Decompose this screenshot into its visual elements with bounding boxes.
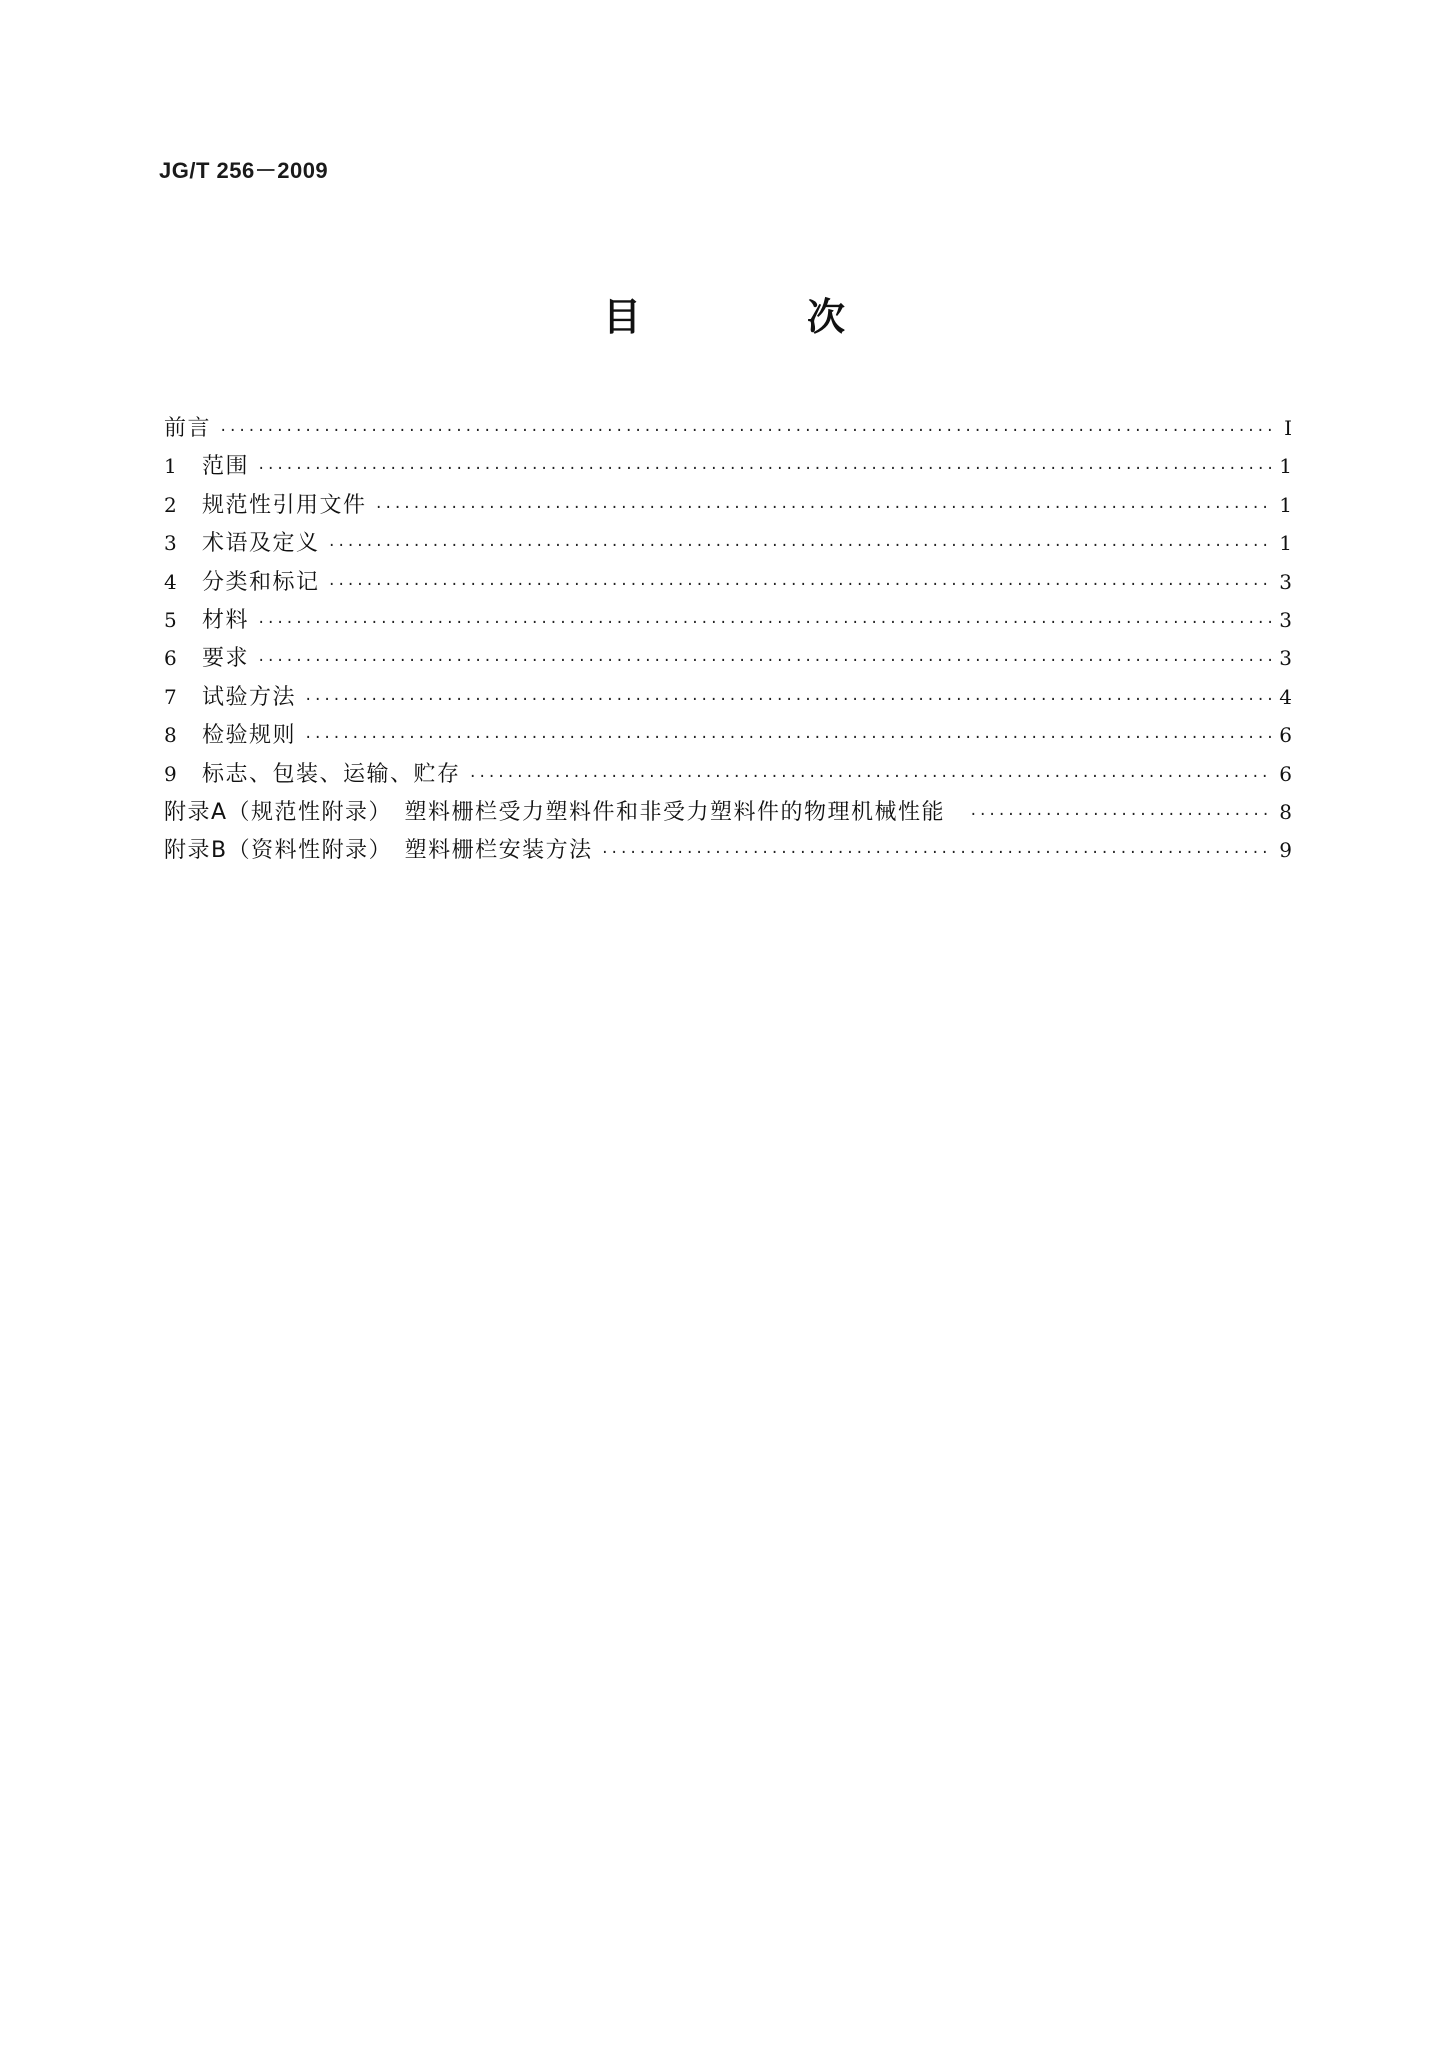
- toc-leader-dots: [257, 604, 1271, 642]
- toc-entry-title: 附录B（资料性附录） 塑料栅栏安装方法: [164, 838, 593, 864]
- toc-entry-number: 4: [164, 569, 177, 594]
- toc-entry-page: 6: [1279, 723, 1292, 748]
- toc-entry-8[interactable]: [164, 716, 1292, 754]
- toc-entry-page: 6: [1279, 761, 1292, 786]
- toc-leader-dots: [328, 566, 1272, 604]
- toc-entry-7[interactable]: [164, 678, 1292, 716]
- toc-entry-6[interactable]: [164, 639, 1292, 677]
- page-title: 目 次: [602, 295, 909, 339]
- toc-leader-dots: [304, 681, 1271, 719]
- toc-leader-dots: [969, 796, 1271, 834]
- toc-entry-page: 8: [1279, 799, 1292, 824]
- toc-entry-title: 前言: [164, 416, 212, 441]
- toc-entry-title: 术语及定义: [202, 531, 320, 557]
- toc-leader-dots: [257, 450, 1271, 488]
- toc-entry-number: 3: [164, 531, 177, 556]
- toc-entry-page: 4: [1279, 684, 1292, 709]
- toc-entry-2[interactable]: [164, 486, 1292, 524]
- toc-entry-number: 7: [164, 684, 177, 709]
- toc-entry-number: 9: [164, 761, 177, 786]
- toc-entry-title: 检验规则: [202, 723, 297, 749]
- toc-entry-page: 3: [1279, 646, 1292, 671]
- toc-entry-appendix-a[interactable]: [164, 793, 1292, 831]
- toc-entry-page: 1: [1279, 492, 1292, 517]
- toc-entry-number: 6: [164, 646, 177, 671]
- toc-entry-9[interactable]: [164, 755, 1292, 793]
- toc-leader-dots: [328, 527, 1272, 565]
- toc-entry-page: 3: [1279, 607, 1292, 632]
- toc-entry-number: 8: [164, 723, 177, 748]
- toc-entry-title: 范围: [202, 454, 250, 480]
- toc-entry-title: 规范性引用文件: [202, 492, 367, 518]
- toc-entry-title: 标志、包装、运输、贮存: [202, 761, 461, 787]
- toc-leader-dots: [601, 834, 1272, 872]
- toc-leader-dots: [304, 719, 1271, 757]
- table-of-contents: [164, 409, 1292, 870]
- toc-entry-title: 分类和标记: [202, 569, 320, 595]
- toc-entry-page: 1: [1279, 531, 1292, 556]
- toc-entry-page: 3: [1279, 569, 1292, 594]
- toc-leader-dots: [469, 758, 1272, 796]
- standard-code: JG/T 256－2009: [159, 158, 329, 183]
- toc-entry-1[interactable]: [164, 447, 1292, 485]
- toc-entry-appendix-b[interactable]: [164, 831, 1292, 869]
- toc-entry-page: Ⅰ: [1284, 416, 1292, 440]
- toc-entry-page: 1: [1279, 454, 1292, 479]
- toc-leader-dots: [219, 412, 1272, 450]
- toc-entry-number: 2: [164, 492, 177, 517]
- toc-entry-title: 试验方法: [202, 684, 297, 710]
- toc-entry-3[interactable]: [164, 524, 1292, 562]
- toc-entry-title: 附录A（规范性附录） 塑料栅栏受力塑料件和非受力塑料件的物理机械性能: [164, 799, 946, 825]
- toc-leader-dots: [257, 642, 1271, 680]
- toc-entry-foreword[interactable]: [164, 409, 1292, 447]
- toc-leader-dots: [375, 489, 1272, 527]
- toc-entry-title: 要求: [202, 646, 250, 672]
- toc-entry-number: 1: [164, 454, 177, 479]
- toc-entry-4[interactable]: [164, 563, 1292, 601]
- toc-entry-title: 材料: [202, 607, 250, 633]
- toc-entry-page: 9: [1279, 838, 1292, 863]
- toc-entry-number: 5: [164, 607, 177, 632]
- toc-entry-5[interactable]: [164, 601, 1292, 639]
